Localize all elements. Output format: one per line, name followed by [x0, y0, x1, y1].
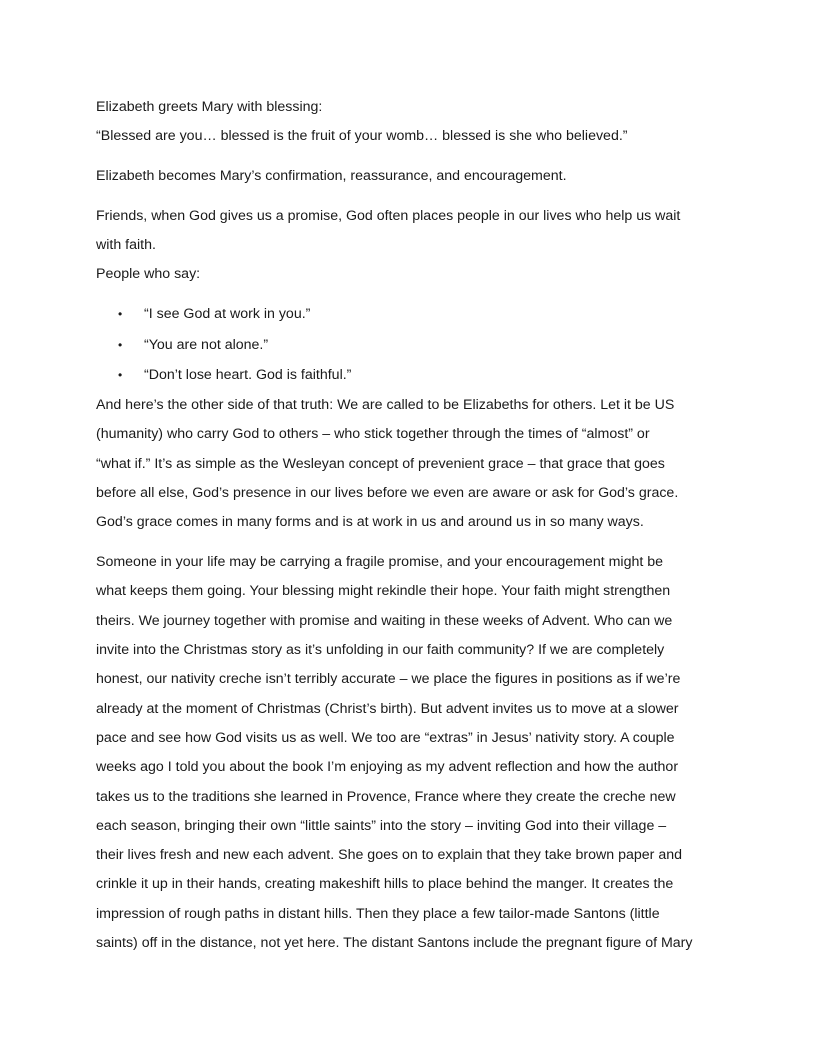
text-line: Someone in your life may be carrying a fragile promise, and your encouragement might be [96, 554, 664, 571]
bullet-icon: • [118, 337, 123, 352]
bullet-list [96, 300, 724, 390]
text-line: Elizabeth becomes Mary’s confirmation, reassurance, and encouragement. [96, 168, 567, 185]
list-item [96, 361, 724, 390]
text-line: Friends, when God gives us a promise, God often places people in our lives who help us wait [96, 207, 681, 224]
text-line: “what if.” It’s as simple as the Wesleyan concept of prevenient grace – that grace that goes [96, 455, 665, 472]
text-line: (humanity) who carry God to others – who stick together through the times of “almost” or [96, 426, 650, 443]
text-line: what keeps them going. Your blessing might rekindle their hope. Your faith might strengthen [96, 583, 671, 600]
text-line: People who say: [96, 266, 201, 283]
text-line: saints) off in the distance, not yet here. The distant Santons include the pregnant figure of Mary [96, 935, 693, 952]
document-body [96, 93, 724, 969]
text-line: Elizabeth greets Mary with blessing: [96, 99, 323, 115]
text-line: takes us to the traditions she learned in Provence, France where they create the creche new [96, 788, 676, 805]
paragraph-greeting [96, 93, 724, 152]
paragraph-friends [96, 202, 724, 290]
text-line: God’s grace comes in many forms and is at work in us and around us in so many ways. [96, 514, 644, 531]
list-item [96, 300, 724, 329]
text-line: theirs. We journey together with promise and waiting in these weeks of Advent. Who can we [96, 612, 673, 629]
list-item-text: “I see God at work in you.” [144, 306, 311, 323]
list-item [96, 331, 724, 360]
paragraph-confirmation [96, 162, 724, 191]
list-item-text: “Don’t lose heart. God is faithful.” [144, 366, 352, 383]
text-line: their lives fresh and new each advent. She goes on to explain that they take brown paper and [96, 847, 683, 864]
paragraph-elizabeths [96, 391, 724, 537]
text-line: And here’s the other side of that truth: We are called to be Elizabeths for others. Let it be US [96, 397, 675, 414]
text-line: already at the moment of Christmas (Christ’s birth). But advent invites us to move at a slower [96, 700, 679, 717]
text-line: weeks ago I told you about the book I’m enjoying as my advent reflection and how the author [96, 759, 679, 776]
text-line: before all else, God’s presence in our lives before we even are aware or ask for God’s grace. [96, 485, 679, 502]
text-line: with faith. [96, 237, 156, 254]
text-line: crinkle it up in their hands, creating makeshift hills to place behind the manger. It creates the [96, 876, 674, 893]
text-line: invite into the Christmas story as it’s unfolding in our faith community? If we are completely [96, 642, 665, 659]
bullet-icon: • [118, 307, 123, 322]
bullet-icon: • [118, 367, 123, 382]
text-line: each season, bringing their own “little saints” into the story – inviting God into their village – [96, 817, 667, 834]
text-line: honest, our nativity creche isn’t terribly accurate – we place the figures in positions as if we’re [96, 671, 681, 688]
list-item-text: “You are not alone.” [144, 336, 269, 353]
text-line: pace and see how God visits us as well. We too are “extras” in Jesus’ nativity story. A couple [96, 729, 675, 746]
text-line: “Blessed are you… blessed is the fruit of your womb… blessed is she who believed.” [96, 128, 628, 145]
text-line: impression of rough paths in distant hills. Then they place a few tailor-made Santons (little [96, 905, 660, 922]
paragraph-fragile-promise [96, 548, 724, 958]
